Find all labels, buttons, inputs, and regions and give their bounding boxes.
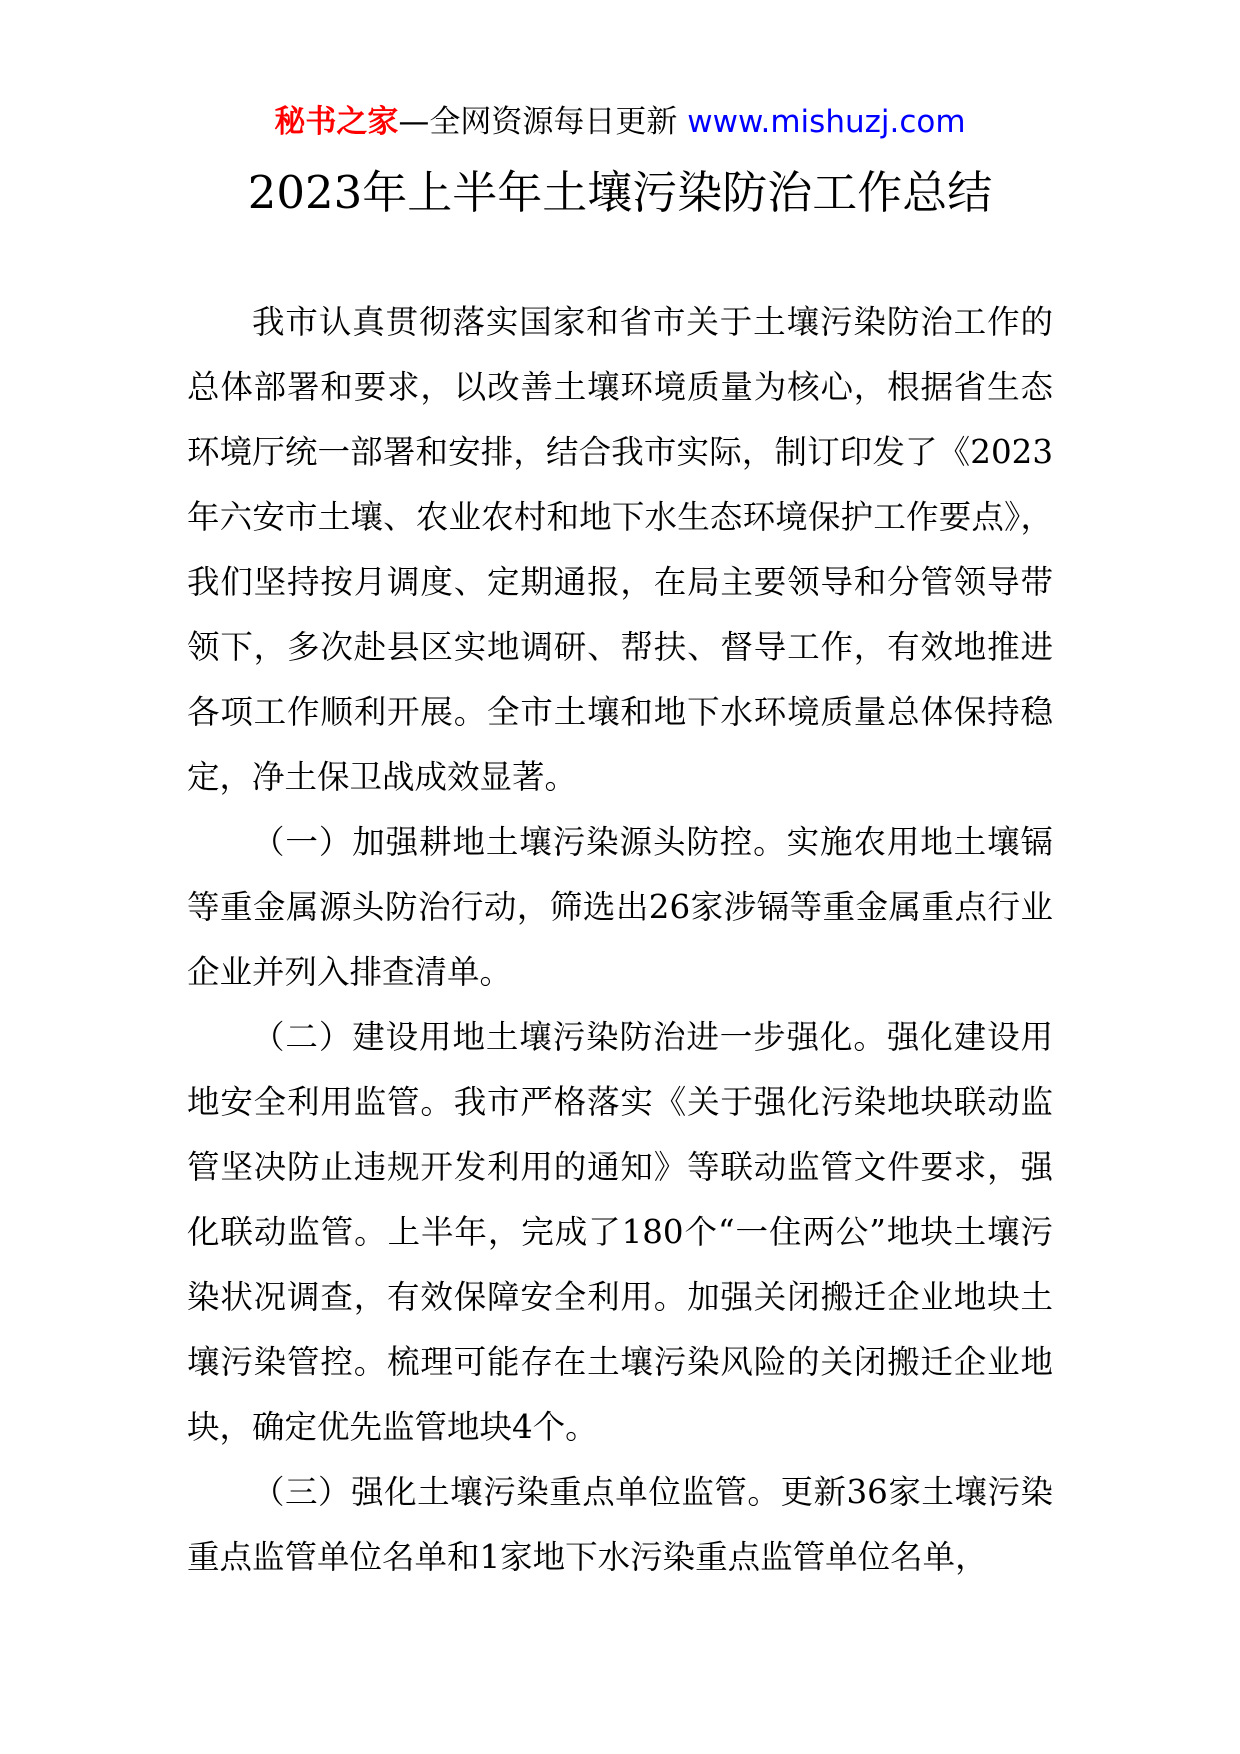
document-body — [187, 290, 1053, 1590]
paragraph-section-3: （三）强化土壤污染重点单位监管。更新36家土壤污染重点监管单位名单和1家地下水污染重点监管单位名单， — [187, 1473, 1053, 1576]
document-title: 2023年上半年土壤污染防治工作总结 — [247, 166, 993, 219]
site-brand: 秘书之家 — [274, 104, 399, 140]
paragraph-section-1: （一）加强耕地土壤污染源头防控。实施农用地土壤镉等重金属源头防治行动，筛选出26家涉镉等重金属重点行业企业并列入排查清单。 — [187, 823, 1053, 991]
site-header — [0, 100, 1240, 144]
site-url-link[interactable]: www.mishuzj.com — [687, 104, 966, 140]
site-slogan: —全网资源每日更新 — [398, 104, 678, 140]
paragraph-section-2: （二）建设用地土壤污染防治进一步强化。强化建设用地安全利用监管。我市严格落实《关于强化污染地块联动监管坚决防止违规开发利用的通知》等联动监管文件要求，强化联动监管。上半年，完成了180个“一住两公”地块土壤污染状况调查，有效保障安全利用。加强关闭搬迁企业地块土壤污染管控。梳理可能存在土壤污染风险的关闭搬迁企业地块，确定优先监管地块4个。 — [187, 1018, 1053, 1446]
paragraph-intro: 我市认真贯彻落实国家和省市关于土壤污染防治工作的总体部署和要求，以改善土壤环境质量为核心，根据省生态环境厅统一部署和安排，结合我市实际，制订印发了《2023年六安市土壤、农业农村和地下水生态环境保护工作要点》，我们坚持按月调度、定期通报，在局主要领导和分管领导带领下，多次赴县区实地调研、帮扶、督导工作，有效地推进各项工作顺利开展。全市土壤和地下水环境质量总体保持稳定，净土保卫战成效显著。 — [187, 303, 1053, 796]
